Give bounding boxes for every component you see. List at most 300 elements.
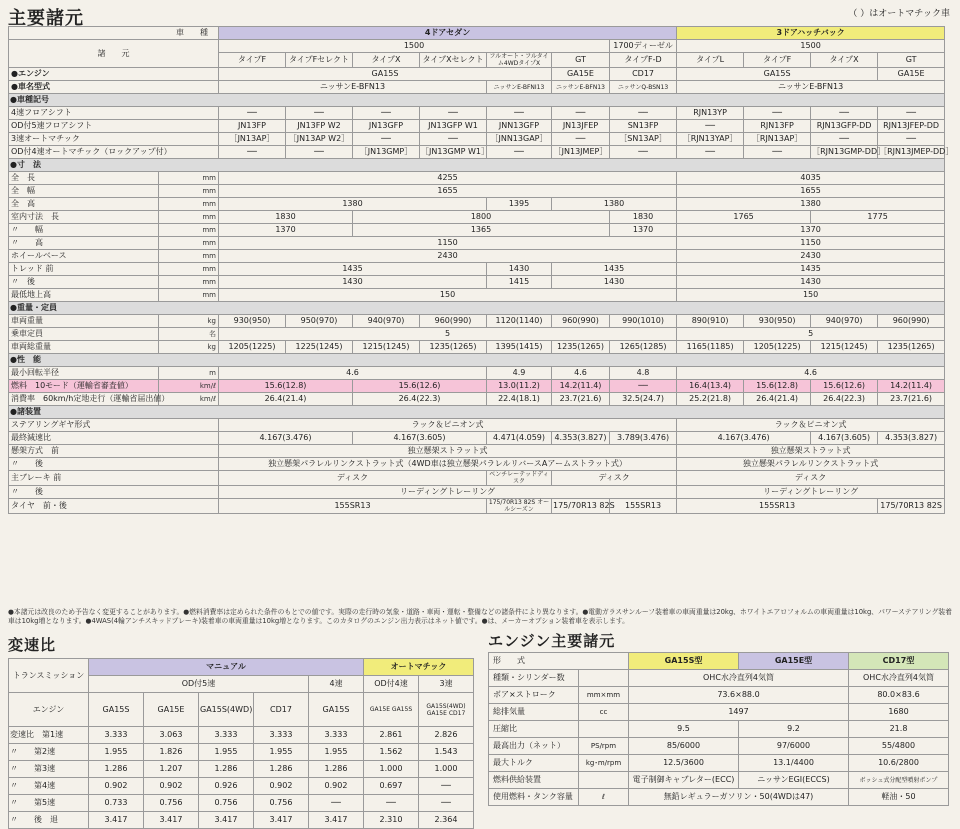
fuel-10mode-value: 15.6(12.8) [744,380,811,393]
code-value: JN13FP W2 [286,120,353,133]
curb-weight-value: 890(910) [677,315,744,328]
code-value: ［JN13JMEP］ [552,146,610,159]
trans-row-label: 〃 第5速 [9,795,89,812]
code-value: ［JN13AP］ [219,133,286,146]
curb-weight-value: 960(990) [878,315,945,328]
curb-weight-value: 990(1010) [610,315,677,328]
code-value: ── [286,107,353,120]
tire-value: 175/70R13 82S [878,499,945,514]
final-ratio-value: 3.789(3.476) [610,432,677,445]
length-label: 全 長 [9,172,159,185]
sedan-1700: 1700ディーゼル [610,40,677,53]
fuel-60kmh-value: 26.4(21.4) [219,393,353,406]
eng-value: 10.6/2800 [849,755,949,772]
trans-ratio: 1.207 [144,761,199,778]
tire-value: 175/70R13 82S [552,499,610,514]
wheelbase-value: 2430 [677,250,945,263]
code-value: ── [744,146,811,159]
tire-value: 175/70R13 82S オールシーズン [487,499,552,514]
height-label: 全 高 [9,198,159,211]
curb-weight-value: 960(990) [420,315,487,328]
unit: kg [159,315,219,328]
eng-value: 電子制御キャブレター(ECC) [629,772,739,789]
eng-value: ニッサンEGI(ECCS) [739,772,849,789]
brake-front-value: ディスク [552,471,677,486]
dim-section: ●寸 法 [9,159,945,172]
unit: mm [159,276,219,289]
eng-value: 無鉛レギュラーガソリン・50(4WDは47) [629,789,849,806]
eng-value: 13.1/4400 [739,755,849,772]
unit: m [159,367,219,380]
unit: km/ℓ [159,393,219,406]
trans-ratio: ── [364,795,419,812]
trans-ratio: 1.000 [364,761,419,778]
trans-ratio: 2.310 [364,812,419,829]
fuel-10mode-value: 16.4(13.4) [677,380,744,393]
code-value: ［RJN13AP］ [744,133,811,146]
height-value: 1380 [677,198,945,211]
fuel-60kmh-label: 消費率 60km/h定地走行（運輸省届出値） [9,393,159,406]
tread-front-value: 1435 [219,263,487,276]
tread-rear-value: 1430 [219,276,487,289]
trans-ratio: ── [419,778,474,795]
interior-height-label: 〃 高 [9,237,159,250]
trans-ratio: 1.286 [199,761,254,778]
eng-row-label: 最大トルク [489,755,579,772]
engine-label: ●エンジン [9,68,219,81]
trans-ratio: 0.756 [254,795,309,812]
code-value: JNN13GFP [487,120,552,133]
capacity-value: 5 [677,328,945,341]
code-value: ── [677,146,744,159]
wheelbase-label: ホイールベース [9,250,159,263]
code-row-label: OD付4速オートマチック（ロックアップ付） [9,146,219,159]
fuel-10mode-value: 13.0(11.2) [487,380,552,393]
gross-weight-value: 1215(1245) [811,341,878,354]
tread-front-value: 1435 [677,263,945,276]
width-label: 全 幅 [9,185,159,198]
fuel-60kmh-value: 26.4(21.4) [744,393,811,406]
tread-front-label: トレッド 前 [9,263,159,276]
code-section: ●車種記号 [9,94,945,107]
trans-ratio: 0.902 [89,778,144,795]
tread-front-value: 1430 [487,263,552,276]
gross-weight-value: 1165(1185) [677,341,744,354]
eng-value: 軽油・50 [849,789,949,806]
susp-front-value: 独立懸架ストラット式 [219,445,677,458]
unit: mm [159,250,219,263]
unit: 名 [159,328,219,341]
eng-value: 85/6000 [629,738,739,755]
unit: mm [159,263,219,276]
fuel-60kmh-value: 22.4(18.1) [487,393,552,406]
turn-radius-label: 最小回転半径 [9,367,159,380]
code-value: JN13GFP W1 [420,120,487,133]
trans-ratio: 1.955 [199,744,254,761]
code-value: JN13GFP [353,120,420,133]
trans-engine: GA15E [144,693,199,727]
eng-unit [579,670,629,687]
interior-width-value: 1370 [677,224,945,237]
grade: GT [552,53,610,68]
unit: mm [159,211,219,224]
trans-ratio: 3.333 [309,727,364,744]
eng-row-label: 圧縮比 [489,721,579,738]
trans-auto: オートマチック [364,659,474,676]
gross-weight-value: 1215(1245) [353,341,420,354]
trans-ratio: 3.417 [309,812,364,829]
trans-ratio: 0.902 [254,778,309,795]
trans-ratio: 0.756 [199,795,254,812]
code-value: ── [219,107,286,120]
sedan-header: 4ドアセダン [219,27,677,40]
grade: タイプX [811,53,878,68]
gross-weight-value: 1235(1265) [878,341,945,354]
code-value: ── [420,133,487,146]
trans-ratio: 3.417 [144,812,199,829]
interior-length-label: 室内寸法 長 [9,211,159,224]
model-cell: ニッサンE-BFN13 [677,81,945,94]
code-value: RJN13JFEP-DD [878,120,945,133]
eng-ga15e: GA15E型 [739,653,849,670]
curb-weight-value: 960(990) [552,315,610,328]
height-value: 1395 [487,198,552,211]
eng-value: 73.6×88.0 [629,687,849,704]
engine-cell: GA15S [677,68,878,81]
tire-value: 155SR13 [610,499,677,514]
code-value: ［RJN13JMEP-DD］ [878,146,945,159]
engine-cell: CD17 [610,68,677,81]
final-ratio-label: 最終減速比 [9,432,219,445]
trans-ratio: 3.417 [89,812,144,829]
trans-ratio: 2.364 [419,812,474,829]
trans-ratio: 2.826 [419,727,474,744]
eng-cd17: CD17型 [849,653,949,670]
trans-title: 変速比 [8,636,57,654]
equip-section: ●諸装置 [9,406,945,419]
ground-clearance-value: 150 [219,289,677,302]
interior-width-value: 1365 [353,224,610,237]
trans-ratio: 0.902 [144,778,199,795]
height-value: 1380 [552,198,677,211]
gross-weight-value: 1395(1415) [487,341,552,354]
unit: mm [159,289,219,302]
final-ratio-value: 4.167(3.476) [219,432,353,445]
ground-clearance-value: 150 [677,289,945,302]
turn-radius-value: 4.6 [677,367,945,380]
interior-length-value: 1830 [610,211,677,224]
trans-ratio: 3.417 [254,812,309,829]
trans-manual: マニュアル [89,659,364,676]
trans-ratio: 1.286 [309,761,364,778]
trans-row-label: 〃 第4速 [9,778,89,795]
fuel-10mode-value: 15.6(12.6) [811,380,878,393]
code-row-label: OD付5速フロアシフト [9,120,219,133]
final-ratio-value: 4.167(3.605) [811,432,878,445]
code-value: ［RJN13GMP-DD］ [811,146,878,159]
eng-model-label: 形 式 [489,653,629,670]
hatch-1500: 1500 [677,40,945,53]
eng-row-label: 燃料供給装置 [489,772,579,789]
turn-radius-value: 4.8 [610,367,677,380]
perf-section: ●性 能 [9,354,945,367]
eng-row-label: ボア×ストローク [489,687,579,704]
automatic-note: （ ）はオートマチック車 [848,9,950,19]
steering-value: ラック＆ピニオン式 [219,419,677,432]
width-value: 1655 [219,185,677,198]
tread-rear-label: 〃 後 [9,276,159,289]
susp-rear-value: 独立懸架パラレルリンクストラット式（4WD車は独立懸架パラレルリバースAアームストラット式） [219,458,677,471]
eng-value: 9.5 [629,721,739,738]
trans-eng-label: エンジン [9,693,89,727]
code-value: ［JN13GMP W1］ [420,146,487,159]
trans-od4: OD付4速 [364,676,419,693]
fuel-10mode-value: 14.2(11.4) [878,380,945,393]
curb-weight-value: 940(970) [353,315,420,328]
brake-front-value: ベンチレーテッドディスク [487,471,552,486]
trans-row-label: 〃 第3速 [9,761,89,778]
gross-weight-value: 1205(1225) [219,341,286,354]
curb-weight-label: 車両重量 [9,315,159,328]
unit: mm [159,198,219,211]
brake-front-label: 主ブレーキ 前 [9,471,219,486]
fuel-60kmh-value: 26.4(22.3) [353,393,487,406]
grade: フルオート・フルタイム4WDタイプX [487,53,552,68]
trans-ratio: 1.543 [419,744,474,761]
model-label: ●車名型式 [9,81,219,94]
trans-ratio: 3.333 [89,727,144,744]
fuel-60kmh-value: 23.7(21.6) [878,393,945,406]
code-value: ── [420,107,487,120]
code-value: ［JNN13GAP］ [487,133,552,146]
brake-front-value: ディスク [677,471,945,486]
trans-od5: OD付5速 [89,676,309,693]
grade: タイプXセレクト [420,53,487,68]
eng-unit [579,772,629,789]
susp-front-value: 独立懸架ストラット式 [677,445,945,458]
brake-front-value: ディスク [219,471,487,486]
engine-cell: GA15E [878,68,945,81]
code-value: JN13FP [219,120,286,133]
fuel-10mode-value: ── [610,380,677,393]
engine-cell: GA15S [219,68,552,81]
trans-ratio: 0.733 [89,795,144,812]
model-cell: ニッサンQ-BSN13 [610,81,677,94]
curb-weight-value: 930(950) [744,315,811,328]
code-value: SN13FP [610,120,677,133]
interior-length-value: 1800 [353,211,610,224]
main-title: 主要諸元 [8,8,84,29]
trans-row-label: 〃 第2速 [9,744,89,761]
trans-engine: CD17 [254,693,309,727]
fuel-10mode-value: 15.6(12.6) [353,380,487,393]
grade: タイプF-D [610,53,677,68]
width-value: 1655 [677,185,945,198]
spec-table [8,26,954,514]
code-value: ── [219,146,286,159]
trans-ratio: 1.955 [254,744,309,761]
engine-table [488,652,949,806]
trans-engine: GA15S(4WD) [199,693,254,727]
trans-ratio: ── [309,795,364,812]
capacity-label: 乗車定員 [9,328,159,341]
trans-ratio: 3.333 [199,727,254,744]
eng-value: 1497 [629,704,849,721]
eng-value: 9.2 [739,721,849,738]
wheelbase-value: 2430 [219,250,677,263]
trans-ratio: 0.756 [144,795,199,812]
curb-weight-value: 930(950) [219,315,286,328]
trans-engine: GA15S [89,693,144,727]
final-ratio-value: 4.167(3.605) [353,432,487,445]
capacity-value: 5 [219,328,677,341]
eng-value: 1680 [849,704,949,721]
unit: mm [159,237,219,250]
code-value: RJN13YP [677,107,744,120]
code-value: RJN13FP [744,120,811,133]
model-cell: ニッサンE-BFN13 [219,81,487,94]
grade: タイプF [744,53,811,68]
interior-length-value: 1775 [811,211,945,224]
steering-label: ステアリングギヤ形式 [9,419,219,432]
trans-row-label: 〃 後 退 [9,812,89,829]
trans-ratio: 2.861 [364,727,419,744]
interior-length-value: 1765 [677,211,811,224]
tread-rear-value: 1430 [552,276,677,289]
code-value: ［RJN13YAP］ [677,133,744,146]
brake-rear-value: リーディングトレーリング [677,486,945,499]
eng-value: 21.8 [849,721,949,738]
eng-unit: cc [579,704,629,721]
trans-tm-label: トランスミッション [9,659,89,693]
code-value: ── [552,133,610,146]
interior-width-value: 1370 [610,224,677,237]
trans-ratio: 0.697 [364,778,419,795]
eng-row-label: 最高出力（ネット） [489,738,579,755]
engine-title: エンジン主要諸元 [488,632,616,650]
trans-ratio: 1.000 [419,761,474,778]
eng-unit: PS/rpm [579,738,629,755]
code-value: ── [878,107,945,120]
code-value: ── [487,107,552,120]
eng-value: OHC水冷直列4気筒 [849,670,949,687]
sedan-1500: 1500 [219,40,610,53]
grade: タイプFセレクト [286,53,353,68]
code-value: ［JN13AP W2］ [286,133,353,146]
trans-ratio: 0.902 [309,778,364,795]
tread-rear-value: 1430 [677,276,945,289]
eng-row-label: 総排気量 [489,704,579,721]
interior-width-value: 1370 [219,224,353,237]
fuel-60kmh-value: 23.7(21.6) [552,393,610,406]
code-row-label: 4速フロアシフト [9,107,219,120]
trans-table [8,658,474,829]
eng-row-label: 使用燃料・タンク容量 [489,789,579,806]
interior-height-value: 1150 [219,237,677,250]
trans-4sp: 4速 [309,676,364,693]
curb-weight-value: 940(970) [811,315,878,328]
curb-weight-value: 1120(1140) [487,315,552,328]
fuel-60kmh-value: 26.4(22.3) [811,393,878,406]
code-value: ── [610,107,677,120]
fuel-10mode-value: 15.6(12.8) [219,380,353,393]
susp-rear-value: 独立懸架パラレルリンクストラット式 [677,458,945,471]
trans-ratio: ── [419,795,474,812]
eng-unit: kg･m/rpm [579,755,629,772]
final-ratio-value: 4.471(4.059) [487,432,552,445]
unit: kg [159,341,219,354]
footnote: ●本諸元は改良のため予告なく変更することがあります。●燃料消費率は定められた条件のもとでの値です。実際の走行時の気象・道路・車両・運転・整備などの諸条件により異なります。●電動ガラスサンルーフ装着車の車両重量は20kg、ホワイトエアロフォルムの車両重量は10kg、パワーステアリング装着車は10kg増となります。●4WAS(4輪アンチスキッドブレーキ)装着車の車両重量は10kg増となります。このカタログのエンジン出力表示はネット値です。●は、メーカーオプション装着車を表示します。 [8,608,952,625]
length-value: 4035 [677,172,945,185]
code-value: ── [610,146,677,159]
code-value: ── [353,133,420,146]
trans-3sp: 3速 [419,676,474,693]
brake-rear-label: 〃 後 [9,486,219,499]
code-value: ［JN13GMP］ [353,146,420,159]
trans-ratio: 1.955 [89,744,144,761]
turn-radius-value: 4.6 [219,367,487,380]
model-cell: ニッサンE-BFNI13 [487,81,552,94]
susp-front-label: 懸架方式 前 [9,445,219,458]
eng-row-label: 種類・シリンダー数 [489,670,579,687]
code-value: ── [811,107,878,120]
code-value: JN13JFEP [552,120,610,133]
hatch-header: 3ドアハッチバック [677,27,945,40]
eng-unit [579,721,629,738]
ground-clearance-label: 最低地上高 [9,289,159,302]
gross-weight-label: 車両総重量 [9,341,159,354]
eng-value: 80.0×83.6 [849,687,949,704]
eng-value: 97/6000 [739,738,849,755]
grade: タイプF [219,53,286,68]
unit: mm [159,185,219,198]
interior-height-value: 1150 [677,237,945,250]
unit: mm [159,172,219,185]
interior-width-label: 〃 幅 [9,224,159,237]
weight-section: ●重量・定員 [9,302,945,315]
fuel-10mode-label: 燃料 10モード（運輸省審査値） [9,380,159,393]
code-value: RJN13GFP-DD [811,120,878,133]
eng-value: 55/4800 [849,738,949,755]
trans-ratio: 0.926 [199,778,254,795]
eng-unit: ℓ [579,789,629,806]
eng-value: OHC水冷直列4気筒 [629,670,849,687]
code-value: ── [353,107,420,120]
trans-ratio: 3.417 [199,812,254,829]
susp-rear-label: 〃 後 [9,458,219,471]
trans-engine: GA15S [309,693,364,727]
fuel-60kmh-value: 25.2(21.8) [677,393,744,406]
trans-ratio: 3.063 [144,727,199,744]
gross-weight-value: 1205(1225) [744,341,811,354]
code-row-label: 3速オートマチック [9,133,219,146]
curb-weight-value: 950(970) [286,315,353,328]
unit: km/ℓ [159,380,219,393]
final-ratio-value: 4.167(3.476) [677,432,811,445]
specs-label: 諸 元 [9,40,219,68]
model-cell: ニッサンE-BFN13 [552,81,610,94]
trans-engine: GA15S(4WD) GA15E CD17 [419,693,474,727]
tire-value: 155SR13 [677,499,878,514]
grade: タイプX [353,53,420,68]
code-value: ── [487,146,552,159]
brake-rear-value: リーディングトレーリング [219,486,677,499]
tread-front-value: 1435 [552,263,677,276]
gross-weight-value: 1225(1245) [286,341,353,354]
trans-row-label: 変速比 第1速 [9,727,89,744]
unit: mm [159,224,219,237]
turn-radius-value: 4.9 [487,367,552,380]
